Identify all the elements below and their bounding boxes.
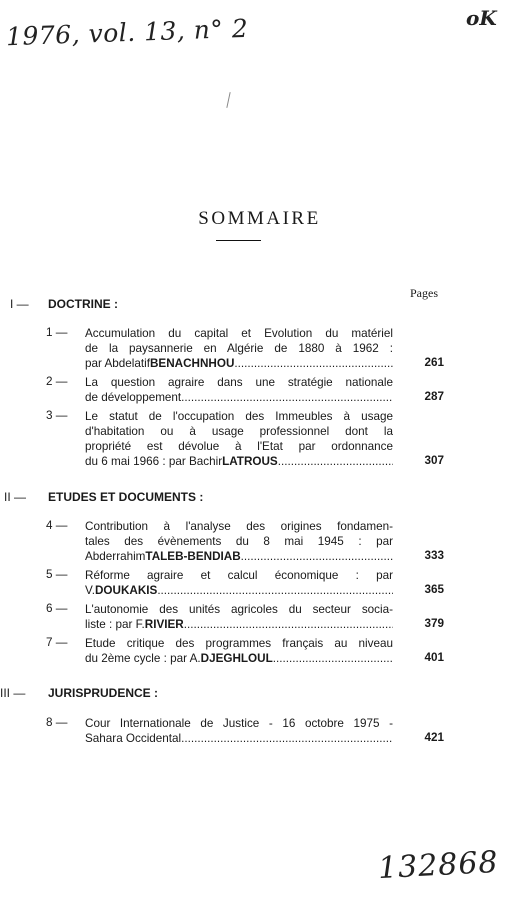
pages-column-header: Pages <box>410 286 438 300</box>
entry-page-number: 287 <box>424 390 444 403</box>
entry-author: LATROUS <box>222 455 278 468</box>
section-numeral: II — <box>4 490 27 504</box>
section-name: DOCTRINE : <box>48 297 118 311</box>
dot-leader <box>184 617 393 632</box>
toc-entry <box>85 375 393 405</box>
entry-number: 8 — <box>46 716 68 729</box>
entry-text: Sahara Occidental <box>85 732 182 745</box>
entry-page-number: 333 <box>424 549 444 562</box>
entry-author: RIVIER <box>144 618 184 631</box>
entry-last-line <box>85 454 393 469</box>
entry-text: V. <box>85 584 95 597</box>
entry-line: La question agraire dans une stratégie nationale <box>85 376 393 389</box>
entry-line: tales des évènements du 8 mai 1945 : par <box>85 535 393 548</box>
page-title: SOMMAIRE <box>198 208 321 229</box>
entry-line: Accumulation du capital et Evolution du matériel <box>85 327 393 340</box>
entry-text: Abderrahim <box>85 550 146 563</box>
entry-text: de développement <box>85 391 182 404</box>
dot-leader <box>234 356 393 371</box>
entry-last-line <box>85 583 393 598</box>
entry-line: d'habitation ou à usage professionnel dont la <box>85 425 393 438</box>
section-heading <box>4 490 203 504</box>
entry-author: DJEGHLOUL <box>200 652 273 665</box>
entry-number: 7 — <box>46 636 68 649</box>
title-underline <box>216 240 261 241</box>
entry-author: BENACHNHOU <box>149 357 235 370</box>
entry-author: TALEB-BENDIAB <box>145 550 241 563</box>
entry-line: L'autonomie des unités agricoles du secteur socia- <box>85 603 393 616</box>
entry-line: Cour Internationale de Justice - 16 octobre 1975 - <box>85 717 393 730</box>
entry-text: du 2ème cycle : par A. <box>85 652 201 665</box>
entry-page-number: 365 <box>424 583 444 596</box>
dot-leader <box>278 454 393 469</box>
toc-entry <box>85 602 393 632</box>
entry-number: 1 — <box>46 326 68 339</box>
dot-leader <box>181 390 393 405</box>
entry-line: Etude critique des programmes français au niveau <box>85 637 393 650</box>
section-heading <box>0 686 158 700</box>
handwritten-volume-note: 1976, vol. 13, n° 2 <box>5 13 249 52</box>
entry-number: 4 — <box>46 519 68 532</box>
entry-line: Le statut de l'occupation des Immeubles à usage <box>85 410 393 423</box>
entry-page-number: 401 <box>424 651 444 664</box>
entry-page-number: 379 <box>424 617 444 630</box>
entry-page-number: 307 <box>424 454 444 467</box>
entry-last-line <box>85 651 393 666</box>
entry-author: DOUKAKIS <box>94 584 158 597</box>
toc-entry <box>85 716 393 746</box>
entry-page-number: 261 <box>424 356 444 369</box>
entry-last-line <box>85 390 393 405</box>
toc-entry <box>85 519 393 564</box>
entry-line: Contribution à l'analyse des origines fondamen- <box>85 520 393 533</box>
entry-text: par Abdelatif <box>85 357 150 370</box>
dot-leader <box>181 731 393 746</box>
section-numeral: I — <box>10 297 29 311</box>
toc-entry <box>85 409 393 469</box>
toc-entry <box>85 636 393 666</box>
entry-page-number: 421 <box>424 731 444 744</box>
section-numeral: III — <box>0 686 26 700</box>
entry-number: 6 — <box>46 602 68 615</box>
section-heading <box>10 297 118 311</box>
entry-text: liste : par F. <box>85 618 145 631</box>
entry-line: Réforme agraire et calcul économique : par <box>85 569 393 582</box>
entry-line: de la paysannerie en Algérie de 1880 à 1962 : <box>85 342 393 355</box>
section-name: JURISPRUDENCE : <box>48 686 159 700</box>
entry-number: 3 — <box>46 409 68 422</box>
entry-last-line <box>85 549 393 564</box>
entry-text: du 6 mai 1966 : par Bachir <box>85 455 223 468</box>
toc-entry <box>85 326 393 371</box>
dot-leader <box>157 583 393 598</box>
stray-pen-mark <box>226 92 230 108</box>
handwritten-ok-mark: oK <box>466 6 497 30</box>
entry-last-line <box>85 617 393 632</box>
entry-last-line <box>85 731 393 746</box>
toc-entry <box>85 568 393 598</box>
dot-leader <box>241 549 393 564</box>
dot-leader <box>273 651 393 666</box>
entry-number: 5 — <box>46 568 68 581</box>
section-name: ETUDES ET DOCUMENTS : <box>48 490 204 504</box>
entry-number: 2 — <box>46 375 68 388</box>
entry-line: propriété est dévolue à l'Etat par ordonnance <box>85 440 393 453</box>
handwritten-inventory-number: 132868 <box>377 844 500 887</box>
entry-last-line <box>85 356 393 371</box>
